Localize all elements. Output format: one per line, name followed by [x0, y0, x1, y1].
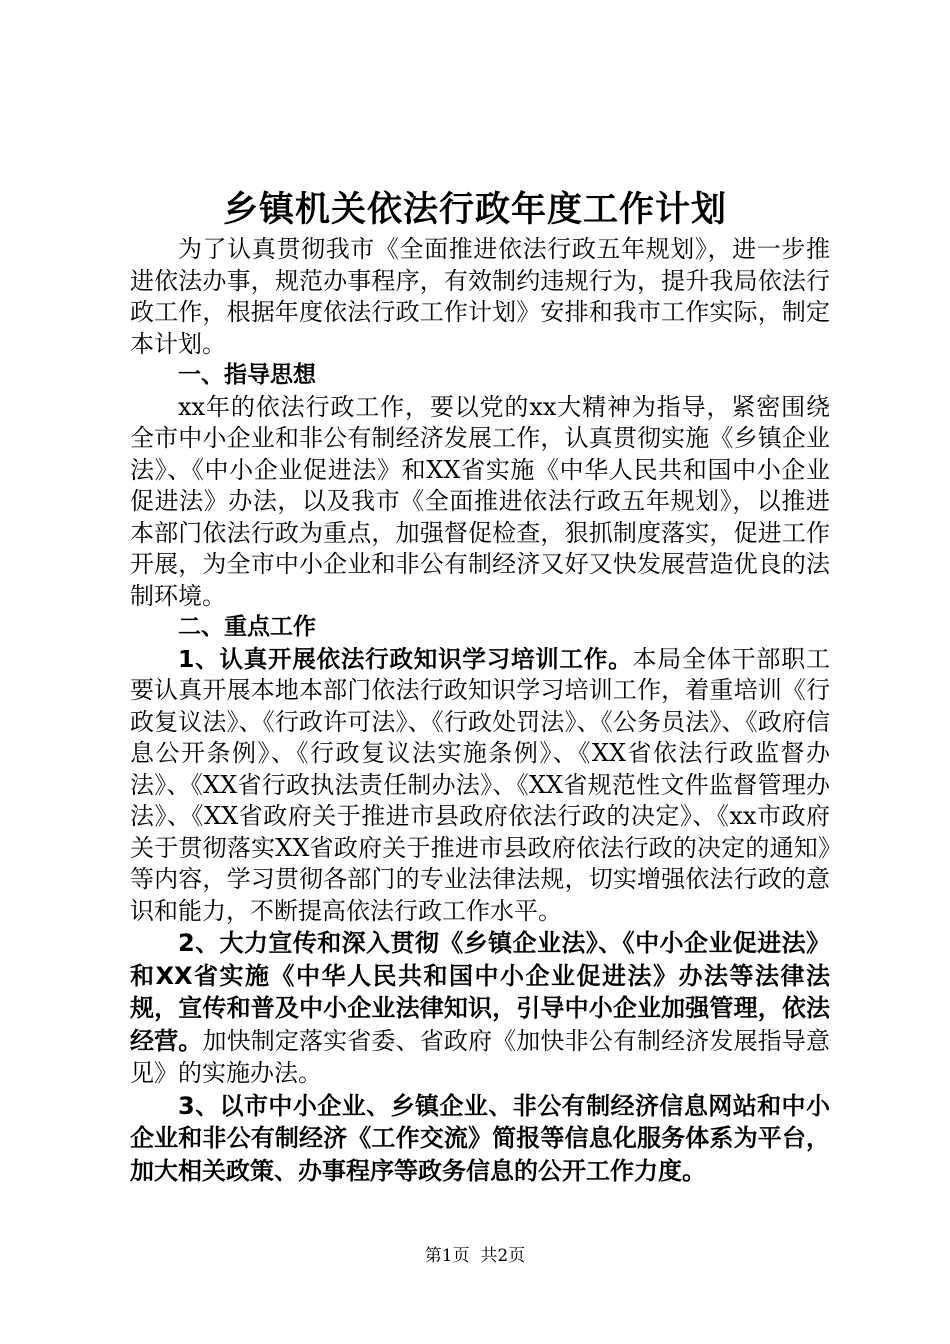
key-work-item-2-text: 加快制定落实省委、省政府《加快非公有制经济发展指导意见》的实施办法。 [130, 1026, 831, 1087]
key-work-item-3-lead: 3、以市中小企业、乡镇企业、非公有制经济信息网站和中小企业和非公有制经济《工作交流》简报等信息化服务体系为平台，加大相关政策、办事程序等政务信息的公开工作力度。 [130, 1091, 830, 1185]
section-heading-key-work: 二、重点工作 [178, 614, 316, 640]
key-work-item-2 [130, 927, 830, 1090]
key-work-item-1 [130, 644, 830, 928]
key-work-item-3 [130, 1090, 830, 1188]
key-work-item-1-text: 本局全体干部职工要认真开展本地本部门依法行政知识学习培训工作，着重培训《行政复议法》、《行政许可法》、《行政处罚法》、《公务员法》、《政府信息公开条例》、《行政复议法实施条例》、《XX省依法行政监督办法》、《XX省行政执法责任制办法》、《XX省规范性文件监督管理办法》、《XX省政府关于推进市县政府依法行政的决定》、《xx市政府关于贯彻落实XX省政府关于推进市县政府依法行政的决定的通知》等内容，学习贯彻各部门的专业法律法规，切实增强依法行政的意识和能力，不断提高依法行政工作水平。 [130, 644, 830, 925]
document-body [130, 234, 830, 1187]
key-work-item-2-lead: 2、大力宣传和深入贯彻《乡镇企业法》、《中小企业促进法》和XX省实施《中华人民共和国中小企业促进法》办法等法律法规，宣传和普及中小企业法律知识，引导中小企业加强管理，依法经营。 [130, 929, 830, 1055]
section-heading-guiding-ideology: 一、指导思想 [178, 362, 316, 388]
guiding-ideology-paragraph: xx年的依法行政工作，要以党的xx大精神为指导，紧密围绕全市中小企业和非公有制经济发展工作，认真贯彻实施《乡镇企业法》、《中小企业促进法》和XX省实施《中华人民共和国中小企业促进法》办法，以及我市《全面推进依法行政五年规划》，以推进本部门依法行政为重点，加强督促检查，狠抓制度落实，促进工作开展，为全市中小企业和非公有制经济又好又快发展营造优良的法制环境。 [130, 392, 830, 610]
document-title: 乡镇机关依法行政年度工作计划 [222, 189, 727, 230]
intro-paragraph: 为了认真贯彻我市《全面推进依法行政五年规划》，进一步推进依法办事，规范办事程序，有效制约违规行为，提升我局依法行政工作，根据年度依法行政工作计划》安排和我市工作实际，制定本计划。 [130, 235, 830, 358]
key-work-item-1-lead: 1、认真开展依法行政知识学习培训工作。 [178, 644, 633, 673]
page-footer: 第1页 共2页 [424, 1246, 526, 1266]
